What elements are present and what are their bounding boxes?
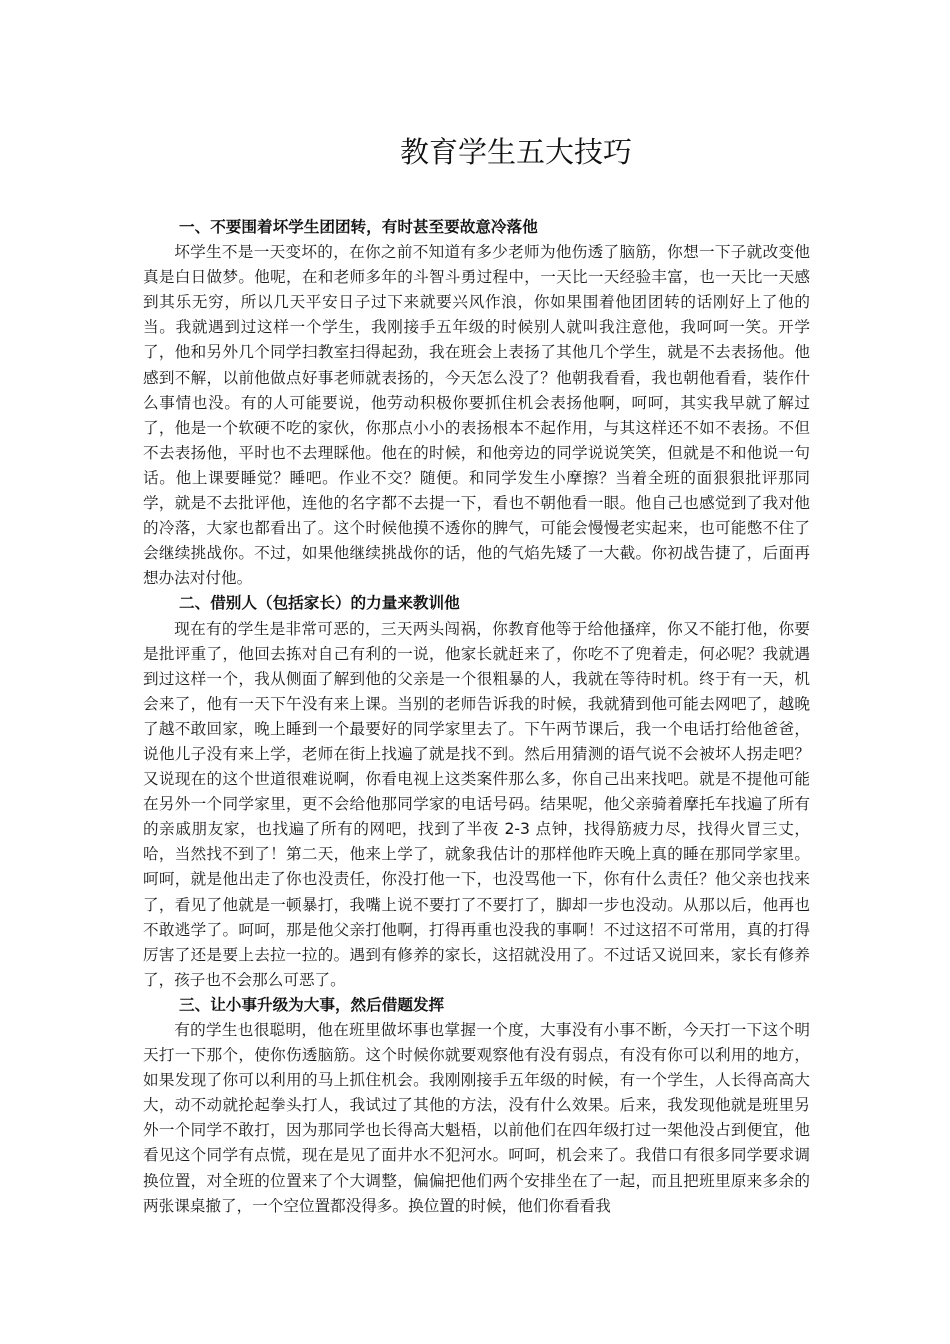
section-heading-3: 三、让小事升级为大事，然后借题发挥 bbox=[179, 995, 445, 1014]
section-heading-1: 一、不要围着坏学生团团转，有时甚至要故意冷落他 bbox=[179, 218, 538, 236]
section-paragraph-1: 坏学生不是一天变坏的，在你之前不知道有多少老师为他伤透了脑筋，你想一下子就改变他真是白日做梦。他呢，在和老师多年的斗智斗勇过程中，一天比一天经验丰富，也一天比一天感到其乐无穷，所以几天平安日子过下来就要兴风作浪，你如果围着他团团转的话刚好上了他的当。我就遇到过这样一个学生，我刚接手五年级的时候别人就叫我注意他，我呵呵一笑。开学了，他和另外几个同学扫教室扫得起劲，我在班会上表扬了其他几个学生，就是不去表扬他。他感到不解，以前他做点好事老师就表扬的，今天怎么没了？他朝我看看，我也朝他看看，装作什么事情也没。有的人可能要说，他劳动积极你要抓住机会表扬他啊，呵呵，其实我早就了解过了，他是一个软硬不吃的家伙，你那点小小的表扬根本不起作用，与其这样还不如不表扬。不但不去表扬他，平时也不去理睬他。他在的时候，和他旁边的同学说说笑笑，但就是不和他说一句话。他上课要睡觉？睡吧。作业不交？随便。和同学发生小摩擦？当着全班的面狠狠批评那同学，就是不去批评他，连他的名字都不去提一下，看也不朝他看一眼。他自己也感觉到了我对他的冷落，大家也都看出了。这个时候他摸不透你的脾气，可能会慢慢老实起来，也可能憋不住了会继续挑战你。不过，如果他继续挑战你的话，他的气焰先矮了一大截。你初战告捷了，后面再想办法对付他。 bbox=[143, 243, 810, 588]
section-paragraph-2: 现在有的学生是非常可恶的，三天两头闯祸，你教育他等于给他搔痒，你又不能打他，你要是批评重了，他回去拣对自己有利的一说，他家长就赶来了，你吃不了兜着走，何必呢？我就遇到过这样一个，我从侧面了解到他的父亲是一个很粗暴的人，我就在等待时机。终于有一天，机会来了，他有一天下午没有来上课。当别的老师告诉我的时候，我就猜到他可能去网吧了，越晚了越不敢回家，晚上睡到一个最要好的同学家里去了。下午两节课后，我一个电话打给他爸爸，说他儿子没有来上学，老师在街上找遍了就是找不到。然后用猜测的语气说不会被坏人拐走吧？又说现在的这个世道很难说啊，你看电视上这类案件那么多，你自己出来找吧。就是不提他可能在另外一个同学家里，更不会给他那同学家的电话号码。结果呢，他父亲骑着摩托车找遍了所有的亲戚朋友家，也找遍了所有的网吧，找到了半夜 2-3 点钟，找得筋疲力尽，找得火冒三丈，哈，当然找不到了！第二天，他来上学了，就象我估计的那样他昨天晚上真的睡在那同学家里。呵呵，就是他出走了你也没责任，你没打他一下，也没骂他一下，你有什么责任？他父亲也找来了，看见了他就是一顿暴打，我嘴上说不要打了不要打了，脚却一步也没动。从那以后，他再也不敢逃学了。呵呵，那是他父亲打他啊，打得再重也没我的事啊！不过这招不可常用，真的打得厉害了还是要上去拉一拉的。遇到有修养的家长，这招就没用了。不过话又说回来，家长有修养了，孩子也不会那么可恶了。 bbox=[143, 619, 810, 989]
section-heading-2: 二、借别人（包括家长）的力量来教训他 bbox=[179, 594, 460, 613]
section-paragraph-3: 有的学生也很聪明，他在班里做坏事也掌握一个度，大事没有小事不断，今天打一下这个明天打一下那个，使你伤透脑筋。这个时候你就要观察他有没有弱点，有没有你可以利用的地方，如果发现了你可以利用的马上抓住机会。我刚刚接手五年级的时候，有一个学生，人长得高高大大，动不动就抡起拳头打人，我试过了其他的方法，没有什么效果。后来，我发现他就是班里另外一个同学不敢打，因为那同学也长得高大魁梧，以前他们在四年级打过一架他没占到便宜，他看见这个同学有点慌，现在是见了面井水不犯河水。呵呵，机会来了。我借口有很多同学要求调换位置，对全班的位置来了个大调整，偏偏把他们两个安排坐在了一起，而且把班里原来多余的两张课桌撤了，一个空位置都没得多。换位置的时候，他们你看看我 bbox=[143, 1021, 810, 1215]
document-title: 教育学生五大技巧 bbox=[399, 135, 632, 169]
document-body bbox=[143, 215, 810, 1219]
